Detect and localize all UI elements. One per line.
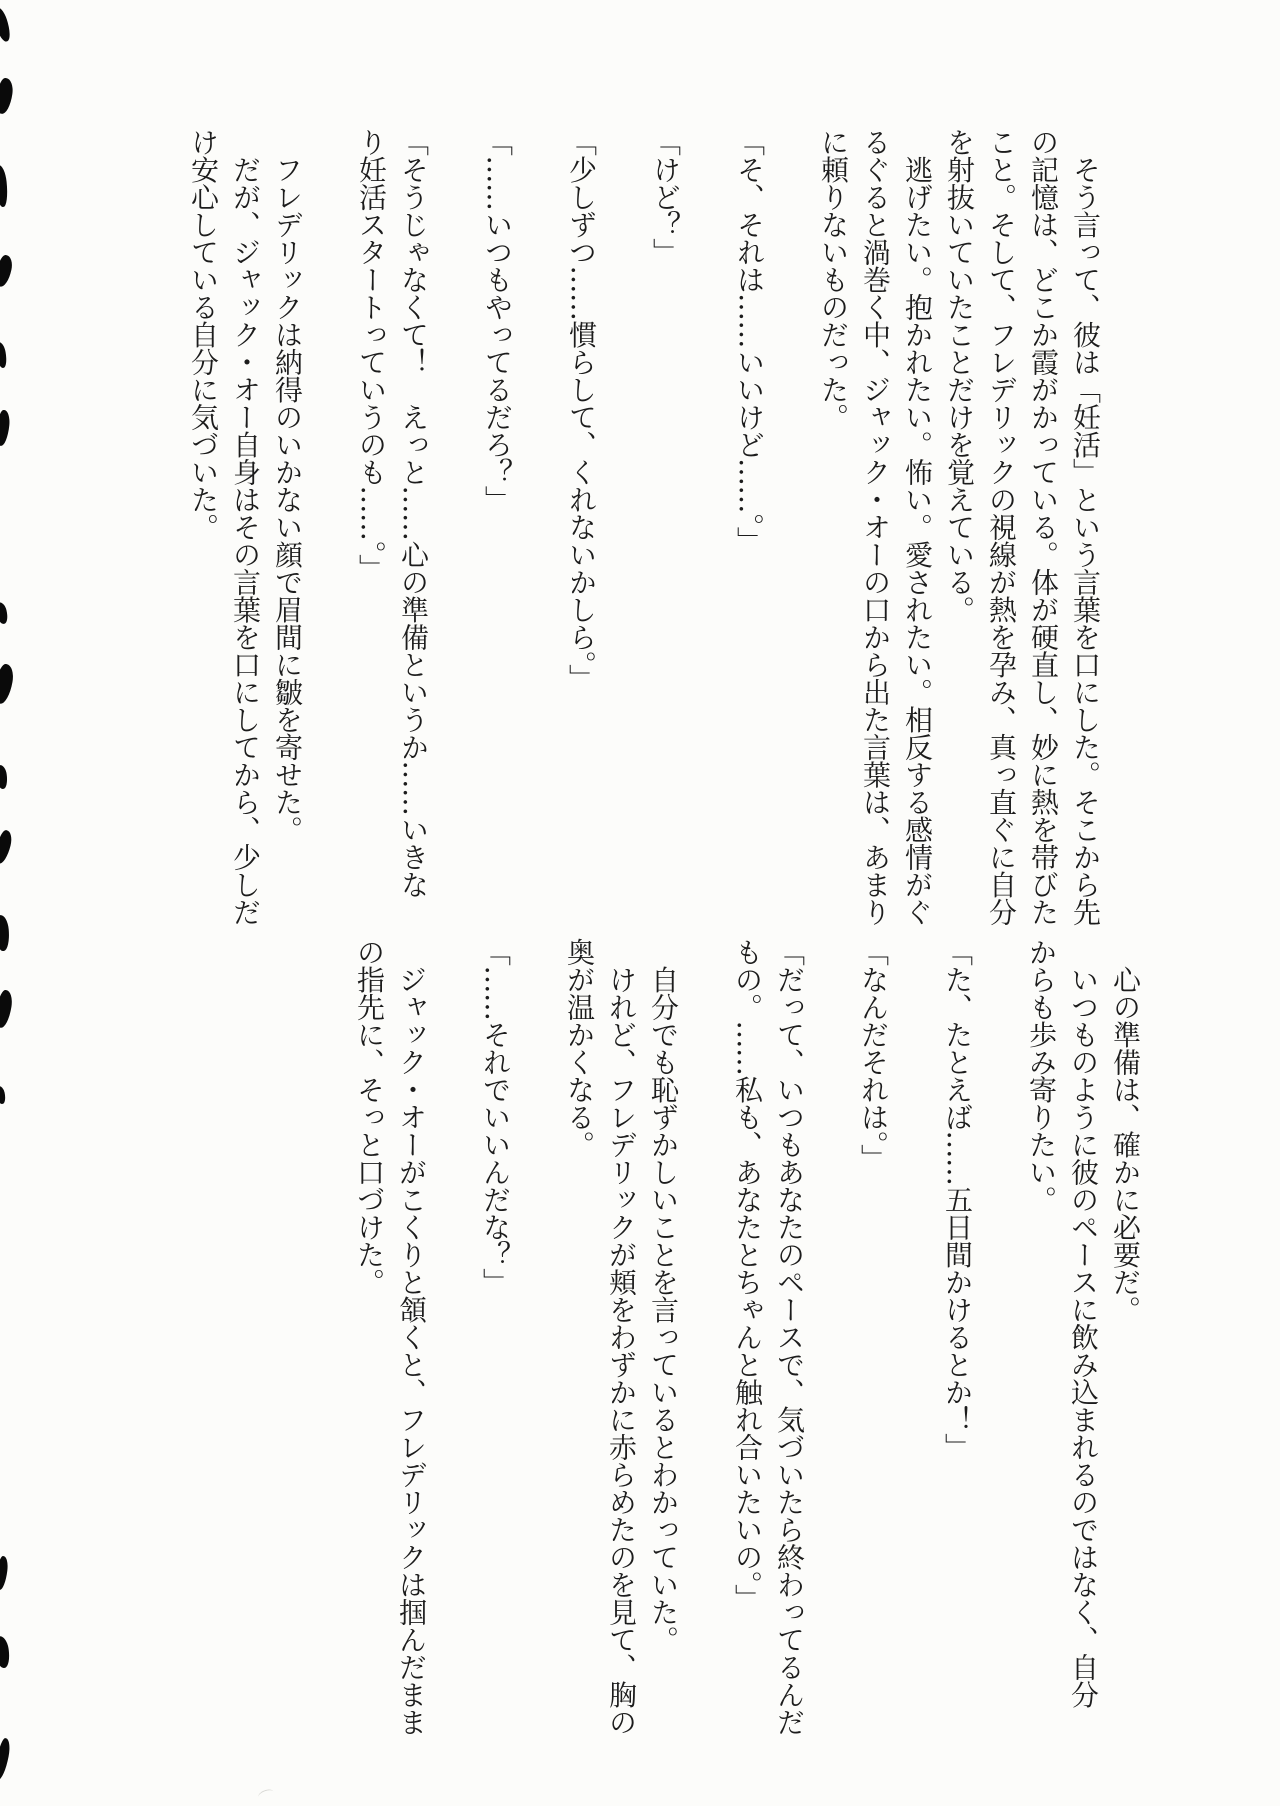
- blank-column: [684, 938, 726, 1722]
- text-column: だが、ジャック・オー自身はその言葉を口にしてから、少しだ: [229, 128, 262, 926]
- text-column: 「少しずつ……慣らして、くれないかしら。」: [565, 128, 598, 692]
- ink-blob: [0, 1635, 11, 1669]
- text-column: フレデリックは納得のいかない顔で眉間に皺を寄せた。: [271, 128, 304, 843]
- blank-column: [770, 128, 812, 940]
- ink-blob: [0, 341, 8, 368]
- ink-blob: [0, 254, 14, 288]
- blank-column: [686, 128, 728, 940]
- ink-blob: [0, 165, 9, 208]
- text-column: 逃げたい。抱かれたい。怖い。愛されたい。相反する感情がぐ: [901, 128, 934, 926]
- ink-blob: [0, 5, 13, 43]
- ink-blob: [0, 601, 10, 625]
- text-column: こと。そして、フレデリックの視線が熱を孕み、真っ直ぐに自分: [985, 128, 1018, 926]
- ink-blob: [0, 829, 14, 865]
- blank-column: [978, 938, 1020, 1722]
- blank-column: [810, 938, 852, 1722]
- blank-column: [432, 938, 474, 1722]
- ink-blob: [0, 1737, 12, 1780]
- text-column: に頼りないものだった。: [817, 128, 850, 431]
- blank-column: [434, 128, 476, 940]
- text-block-upper: [182, 128, 1106, 940]
- text-column: るぐると渦巻く中、ジャック・オーの口から出た言葉は、あまり: [859, 128, 892, 926]
- text-column: 「……それでいいんだな？」: [479, 938, 512, 1296]
- ink-blob: [0, 1556, 9, 1591]
- text-column: けれど、フレデリックが頬をわずかに赤らめたのを見て、胸の: [605, 938, 638, 1736]
- text-column: からも歩み寄りたい。: [1025, 938, 1058, 1213]
- faint-scan-mark: [257, 1788, 275, 1802]
- ink-blob: [0, 1085, 7, 1104]
- text-column: そう言って、彼は「妊活」という言葉を口にした。そこから先: [1069, 128, 1102, 926]
- text-column: いつものように彼のペースに飲み込まれるのではなく、自分: [1067, 938, 1100, 1708]
- text-block-lower: [348, 938, 1146, 1736]
- blank-column: [602, 128, 644, 940]
- text-column: を射抜いていたことだけを覚えている。: [943, 128, 976, 623]
- text-column: 「そうじゃなくて！ えっと……心の準備というか……いきな: [397, 128, 430, 898]
- blank-column: [894, 938, 936, 1722]
- text-column: 「なんだそれは。」: [857, 938, 890, 1172]
- text-column: もの。……私も、あなたとちゃんと触れ合いたいの。」: [731, 938, 764, 1612]
- ink-blob: [0, 989, 14, 1029]
- blank-column: [516, 938, 558, 1722]
- text-column: 「そ、それは……いいけど……。」: [733, 128, 766, 554]
- ink-blob: [0, 915, 11, 952]
- text-column: け安心している自分に気づいた。: [187, 128, 220, 541]
- text-column: 「た、たとえば……五日間かけるとか！」: [941, 938, 974, 1461]
- text-column: 心の準備は、確かに必要だ。: [1109, 938, 1142, 1323]
- text-column: り妊活スタートっていうのも……。」: [355, 128, 388, 582]
- blank-column: [308, 128, 350, 940]
- blank-column: [518, 128, 560, 940]
- ink-blob: [0, 409, 11, 446]
- ink-blob: [0, 663, 15, 705]
- text-column: ジャック・オーがこくりと頷くと、フレデリックは掴んだまま: [395, 938, 428, 1736]
- text-column: 自分でも恥ずかしいことを言っているとわかっていた。: [647, 938, 680, 1653]
- text-column: の指先に、そっと口づけた。: [353, 938, 386, 1296]
- text-column: 「けど？」: [649, 128, 682, 266]
- text-column: 「……いつもやってるだろ？」: [481, 128, 514, 513]
- text-column: 「だって、いつもあなたのペースで、気づいたら終わってるんだ: [773, 938, 806, 1736]
- ink-blob: [0, 77, 14, 115]
- text-column: の記憶は、どこか霞がかっている。体が硬直し、妙に熱を帯びた: [1027, 128, 1060, 926]
- ink-blob: [0, 764, 9, 789]
- text-column: 奥が温かくなる。: [563, 938, 596, 1158]
